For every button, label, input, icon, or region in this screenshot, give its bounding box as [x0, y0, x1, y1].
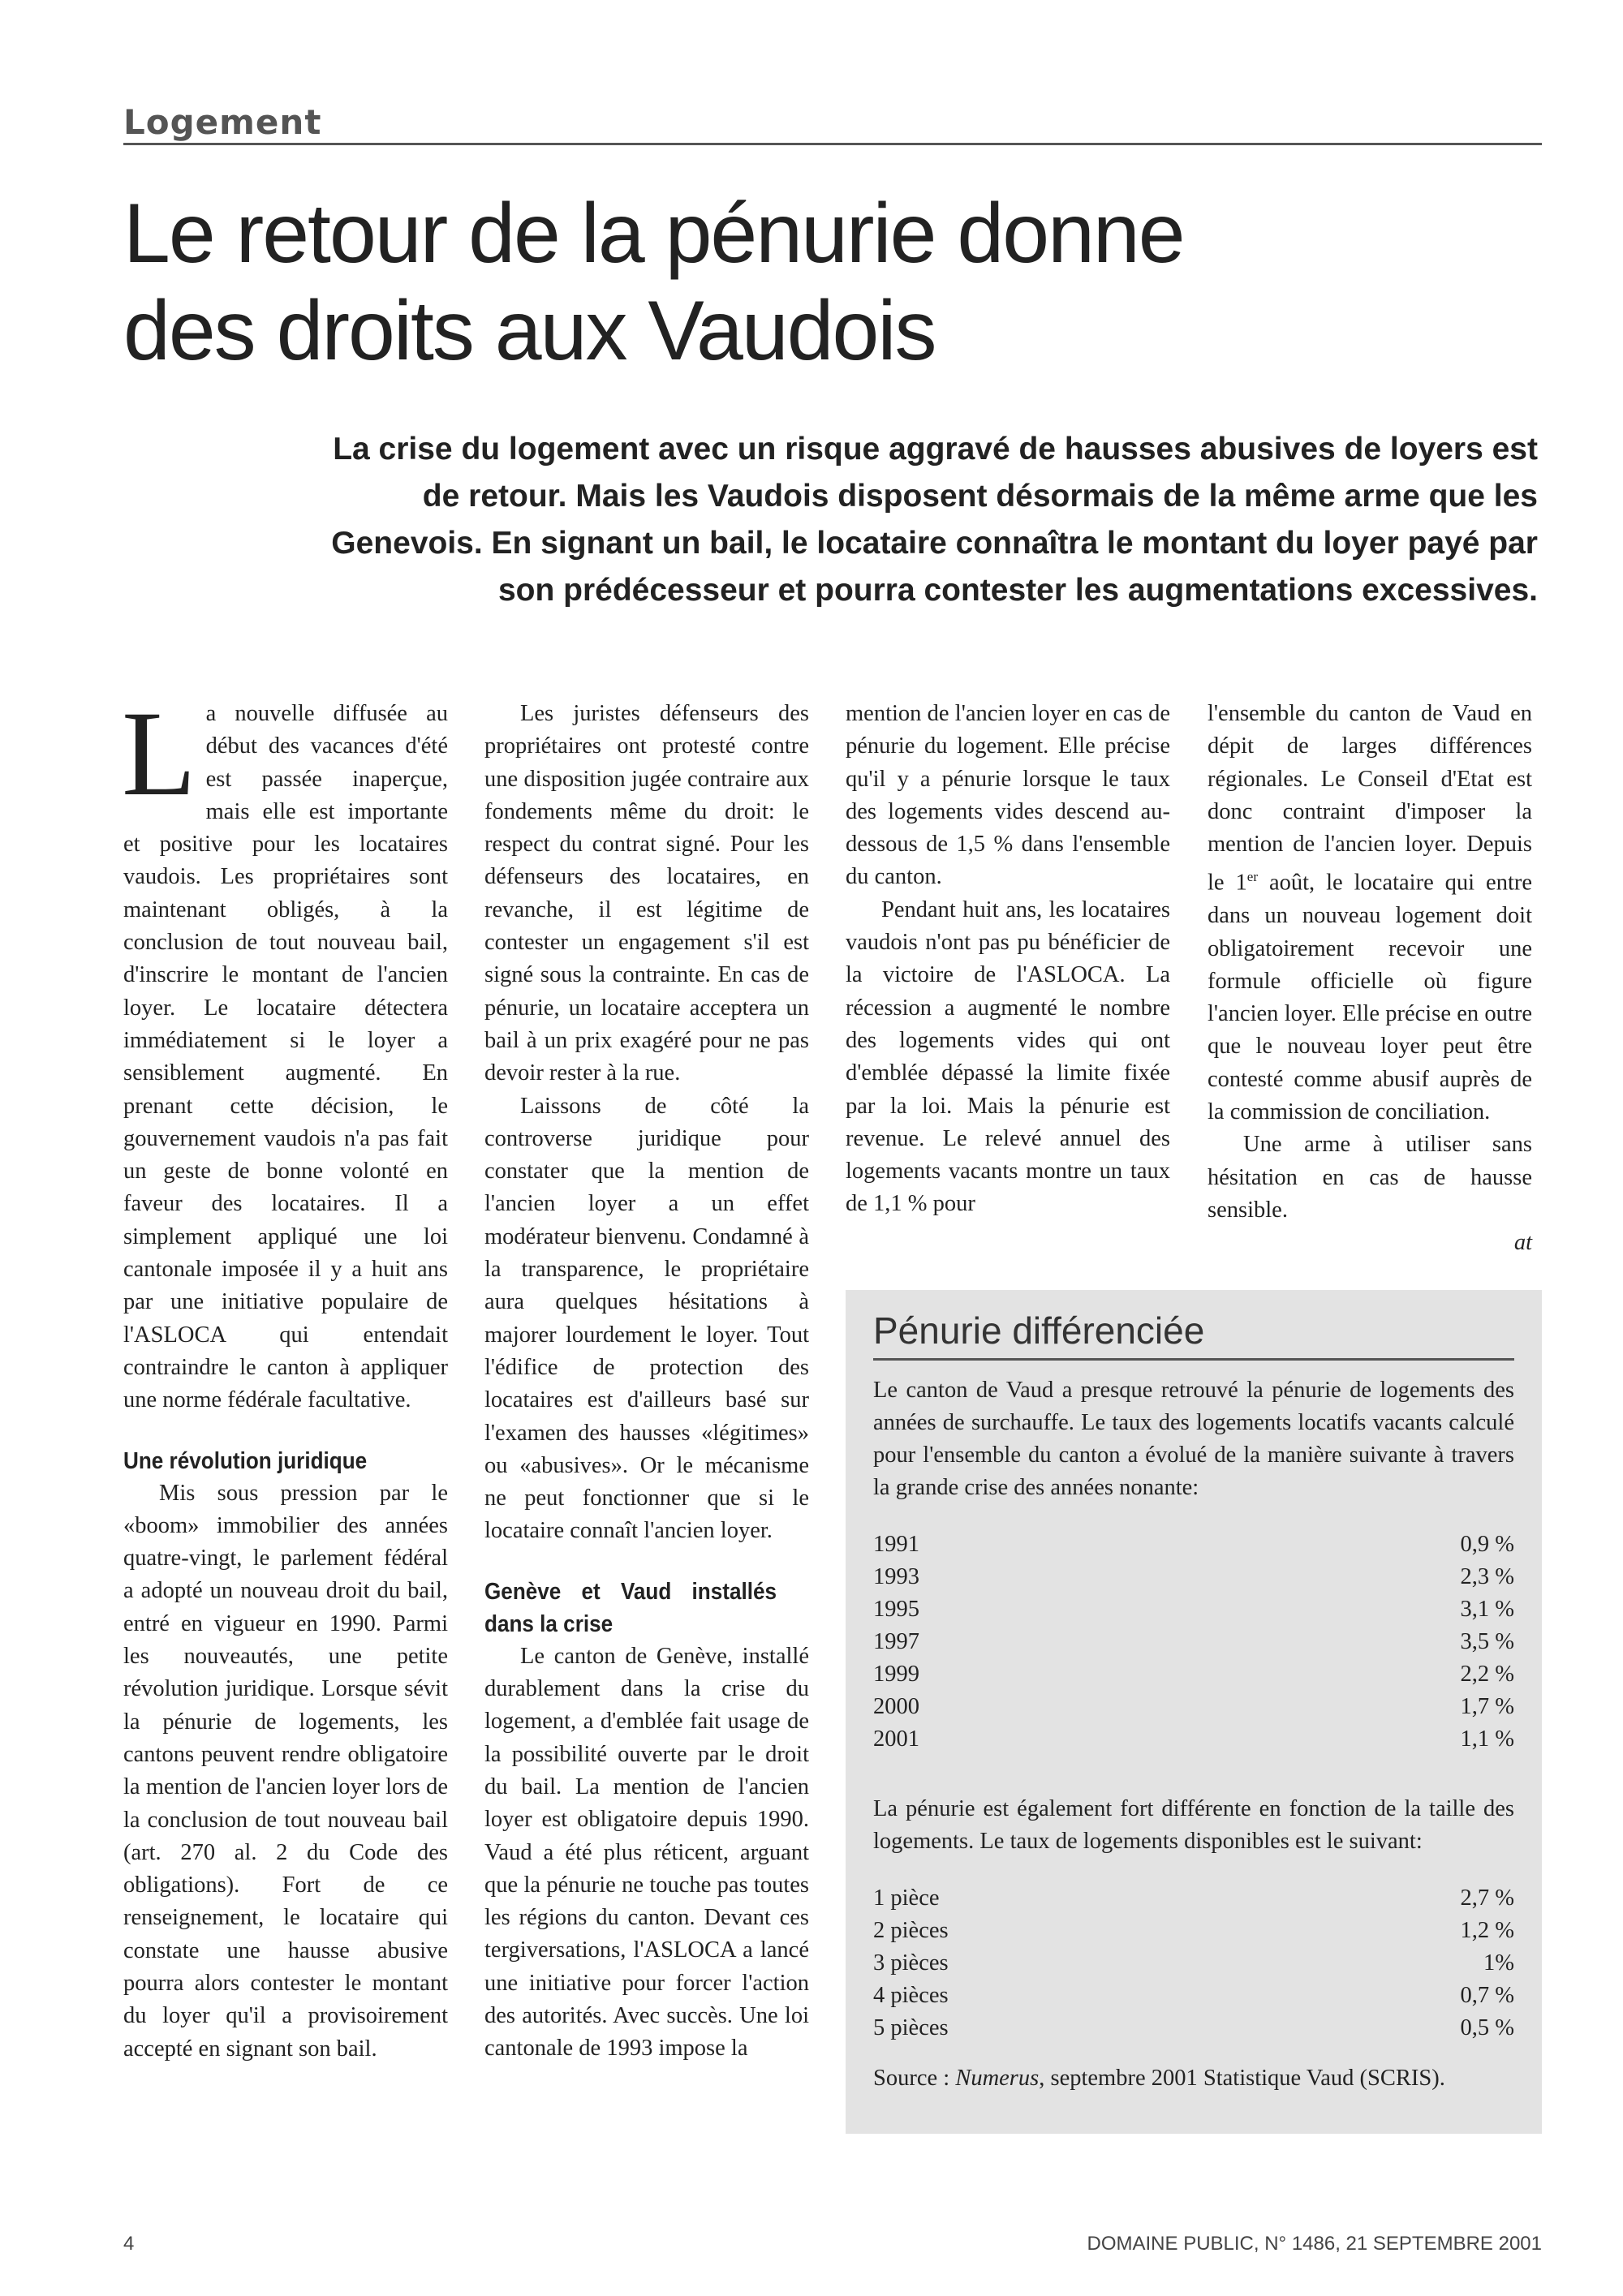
article-column-1 — [122, 686, 448, 2066]
table-row: 4 pièces 0,7 % — [873, 1983, 1514, 2008]
drop-cap: L — [122, 686, 196, 821]
table-row: 3 pièces 1% — [873, 1950, 1514, 1976]
table-row: 1 pièce 2,7 % — [873, 1885, 1514, 1911]
sidebar-title: Pénurie différenciée — [873, 1306, 1514, 1361]
author-signature: at — [1513, 1230, 1532, 1256]
sidebar-box — [846, 1290, 1542, 2134]
table-row: 1991 0,9 % — [873, 1532, 1514, 1557]
vacancy-by-year-table — [873, 1529, 1514, 1756]
subheading: Une révolution juridique — [123, 1447, 368, 1474]
article-column-2 — [484, 698, 809, 2066]
vacancy-by-size-table — [873, 1882, 1514, 2044]
table-row: 5 pièces 0,5 % — [873, 2015, 1514, 2040]
table-row: 1993 2,3 % — [873, 1564, 1514, 1589]
section-rubric — [123, 102, 1542, 145]
article-paragraph: Une arme à utiliser sans hésitation en cas de hausse sensible. — [1208, 1132, 1532, 1223]
lead-line-2: de retour. Mais les Vaudois disposent désormais de la même arme que les — [422, 479, 1538, 514]
headline-line-2: des droits aux Vaudois — [123, 284, 936, 378]
headline — [123, 185, 1535, 380]
article-column-4 — [1208, 698, 1532, 1260]
publication-footer: DOMAINE PUBLIC, N° 1486, 21 SEPTEMBRE 2001 — [1087, 2233, 1542, 2255]
table-row: 1997 3,5 % — [873, 1629, 1514, 1654]
table-row: 1999 2,2 % — [873, 1662, 1514, 1687]
page-number: 4 — [123, 2233, 135, 2255]
table-row: 1995 3,1 % — [873, 1597, 1514, 1622]
article-paragraph: Le canton de Genève, installé durablement dans la crise du logement, a d'emblée fait usage de la possibilité ouverte par le droit du bail. La mention de l'ancien loyer est obligatoire depuis 1990. Vaud a été plus réticent, arguant que la pénurie ne touche pas toutes les régions du canton. Devant ces tergiversations, l'ASLOCA a lancé une initiative pour forcer l'action des autorités. Avec succès. Une loi cantonale de 1993 impose la — [484, 1643, 809, 2062]
article-paragraph: Mis sous pression par le «boom» immobilier des années quatre-vingt, le parlement fédéral a adopté un nouveau droit du bail, entré en vigueur en 1990. Parmi les nouveautés, une petite révolution juridique. Lorsque sévit la pénurie de logements, les cantons peuvent rendre obligatoire la mention de l'ancien loyer lors de la conclusion de tout nouveau bail (art. 270 al. 2 du Code des obligations). Fort de ce renseignement, le locataire qui constate une hausse abusive pourra alors contester le montant du loyer qu'il a provisoirement accepté en signant son bail. — [123, 1480, 448, 2062]
section-label: Logement — [123, 102, 322, 142]
table-row: 2 pièces 1,2 % — [873, 1918, 1514, 1943]
table-row: 2000 1,7 % — [873, 1694, 1514, 1719]
sidebar-intro-2: La pénurie est également fort différente en fonction de la taille des logements. Le taux de logements disponibles est le suivant: — [873, 1796, 1514, 1854]
article-paragraph: mention de l'ancien loyer en cas de pénurie du logement. Elle précise qu'il y a pénurie lorsque le taux des logements vides descend au-dessous de 1,5 % dans l'ensemble du canton. — [846, 701, 1170, 890]
lead-paragraph — [142, 426, 1538, 614]
article-paragraph: La nouvelle diffusée au début des vacances d'été est passée inaperçue, mais elle est importante et positive pour les locataires vaudois. Les propriétaires sont maintenant obligés, à la conclusion de tout nouveau bail, d'inscrire le montant de l'ancien loyer. Le locataire détectera immédiatement si le loyer a sensiblement augmenté. En prenant cette décision, le gouvernement vaudois n'a pas fait un geste de bonne volonté en faveur des locataires. Il a simplement appliqué une loi cantonale imposée il y a huit ans par une initiative populaire de l'ASLOCA qui entendait contraindre le canton à appliquer une norme fédérale facultative. — [122, 686, 448, 1413]
article-paragraph: Laissons de côté la controverse juridique pour constater que la mention de l'ancien loyer a un effet modérateur bienvenu. Condamné à la transparence, le propriétaire aura quelques hésitations à majorer lourdement le loyer. Tout l'édifice de protection des locataires est d'ailleurs basé sur l'examen des hausses «légitimes» ou «abusives». Or le mécanisme ne peut fonctionner que si le locataire connaît l'ancien loyer. — [484, 1093, 809, 1544]
sidebar-intro: Le canton de Vaud a presque retrouvé la pénurie de logements des années de surchauffe. Le taux des logements locatifs vacants calculé pour l'ensemble du canton a évolué de la manière suivante à travers la grande crise des années nonante: — [873, 1378, 1514, 1500]
article-paragraph: Les juristes défenseurs des propriétaires ont protesté contre une disposition jugée contraire aux fondements même du droit: le respect du contrat signé. Pour les défenseurs des locataires, en revanche, il est légitime de contester un engagement s'il est signé sous la contrainte. En cas de pénurie, un locataire acceptera un bail à un prix exagéré pour ne pas devoir rester à la rue. — [484, 701, 809, 1086]
article-paragraph: l'ensemble du canton de Vaud en dépit de larges différences régionales. Le Conseil d'Etat est donc contraint d'imposer la mention de l'ancien loyer. Depuis le 1er août, le locataire qui entre dans un nouveau logement doit obligatoirement recevoir une formule officielle où figure l'ancien loyer. Elle précise en outre que le nouveau loyer peut être contesté comme abusif auprès de la commission de conciliation. — [1208, 701, 1532, 1125]
subheading: Genève et Vaud installés dans la crise — [484, 1578, 777, 1637]
lead-line-4: son prédécesseur et pourra contester les augmentations excessives. — [497, 573, 1538, 608]
table-row: 2001 1,1 % — [873, 1726, 1514, 1752]
lead-line-1: La crise du logement avec un risque aggravé de hausses abusives de loyers est — [333, 432, 1538, 467]
headline-line-1: Le retour de la pénurie donne — [123, 187, 1184, 281]
article-paragraph: Pendant huit ans, les locataires vaudois n'ont pas pu bénéficier de la victoire de l'ASLOCA. La récession a augmenté le nombre des logements vides qui ont d'emblée dépassé la limite fixée par la loi. Mais la pénurie est revenue. Le relevé annuel des logements vacants montre un taux de 1,1 % pour — [846, 896, 1170, 1217]
sidebar-source: Source : Numerus, septembre 2001 Statistique Vaud (SCRIS). — [873, 2066, 1445, 2091]
lead-line-3: Genevois. En signant un bail, le locataire connaîtra le montant du loyer payé par — [331, 526, 1538, 561]
article-column-3 — [846, 698, 1170, 1221]
